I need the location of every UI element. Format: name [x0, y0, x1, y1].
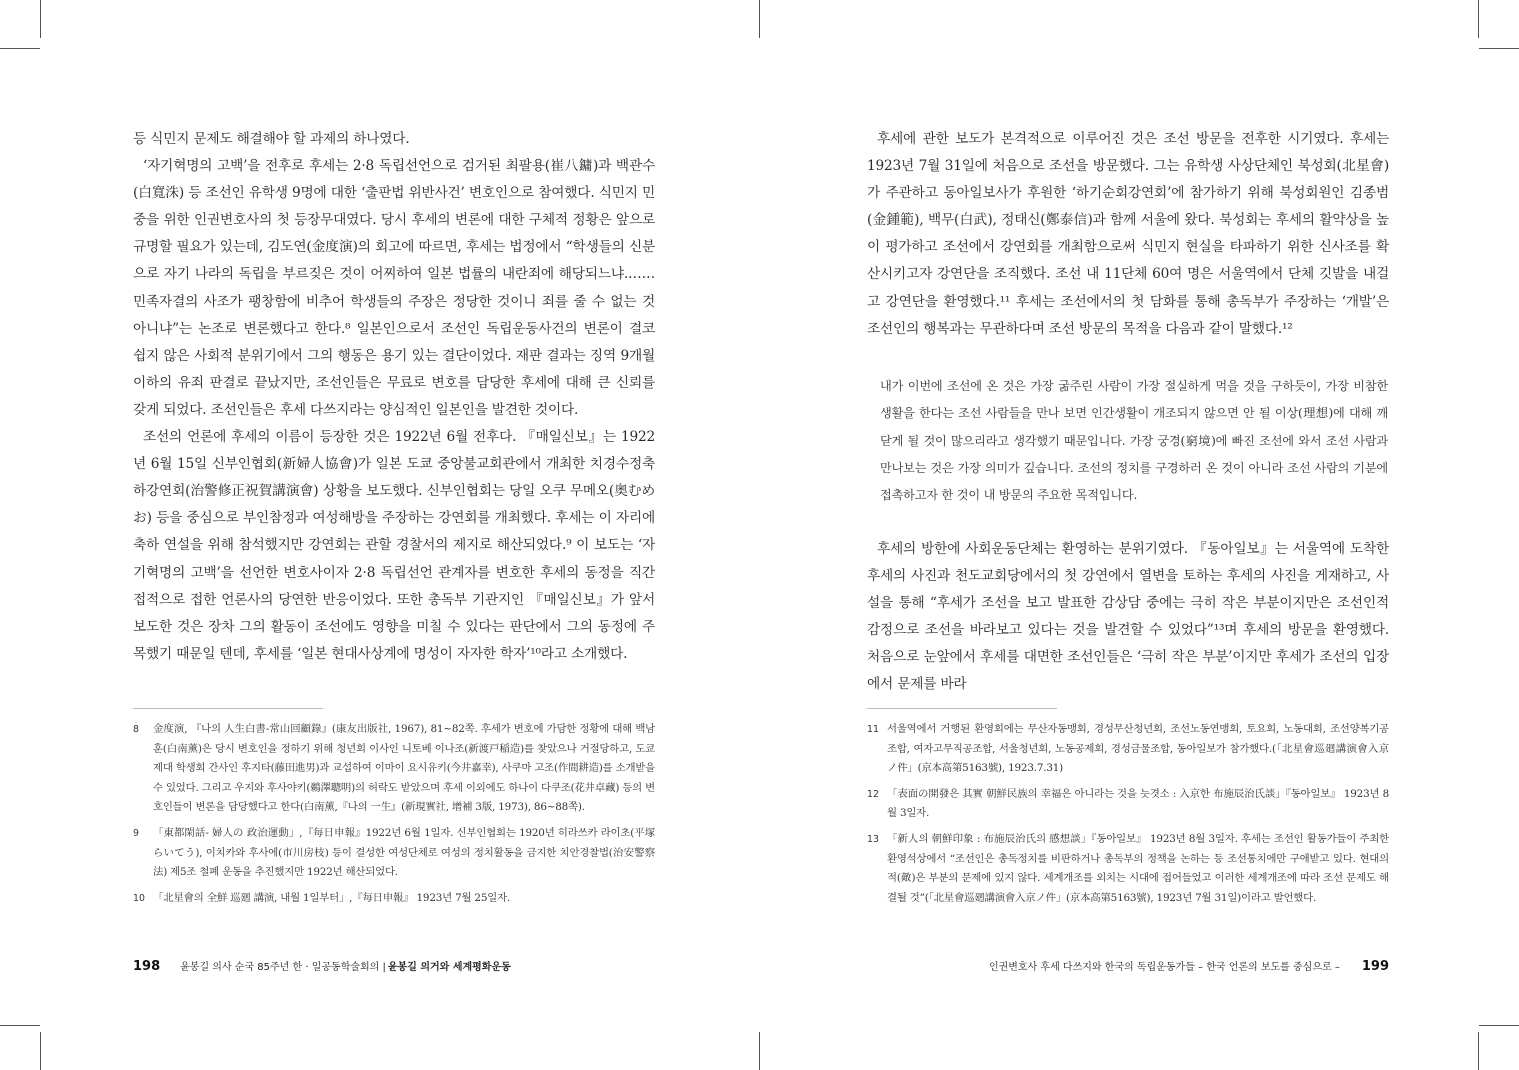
- footnote-text: 「新人의 朝鮮印象 : 布施辰治氏의 感想談」『동아일보』 1923년 8월 3일자. 후세는 조선인 활동가들이 주최한 환영석상에서 “조선인은 총독정치를 비판하거나 총독부의 정책을 논하는 등 조선통치에만 구애받고 있다. 현대의 적(敵)은 부분의 문제에 있지 않다. 세계개조를 외치는 시대에 접어들었고 이러한 세계개조에 따라 조선 문제도 해결될 것”(「北星會巡廻講演會入京ノ件」(京本高第5163號), 1923년 7월 31일)이라고 발언했다.: [887, 832, 1389, 904]
- right-page: [760, 0, 1519, 1070]
- footnote: [867, 830, 1389, 908]
- footnote: [133, 720, 655, 818]
- footnotes: [133, 720, 655, 914]
- page-number: 199: [1361, 959, 1389, 974]
- footnote-number: 13: [867, 833, 879, 845]
- body-paragraph: 등 식민지 문제도 해결해야 할 과제의 하나였다.: [133, 131, 410, 147]
- left-body-text: [133, 126, 655, 668]
- left-page: [0, 0, 759, 1070]
- right-body-text: [867, 126, 1389, 343]
- footnote-text: 金度演, 『나의 人生白書-常山回顧錄』(康友出版社, 1967), 81~82쪽. 후세가 변호에 가담한 정황에 대해 백남훈(白南薰)은 당시 변호인을 정하기 위해 청년회 이사인 니토베 이나조(新渡戸稲造)를 찾았으나 거절당하고, 도쿄제대 학생회 간사인 후지타(藤田進男)과 교섭하여 이마이 요시유키(今井嘉幸), 사쿠마 고조(作間耕造)를 소개받을 수 있었다. 그리고 우지와 후사야키(鵜澤聰明)의 허락도 받았으며 후세 이외에도 하나이 다쿠조(花井卓藏) 등의 변호인들이 변론을 담당했다고 한다(白南薰,『나의 一生』(新現實社, 增補 3版, 1973), 86~88쪽).: [153, 723, 655, 814]
- block-quote: [880, 373, 1388, 509]
- footnotes: [867, 720, 1389, 914]
- footnote-divider: [867, 708, 1057, 709]
- body-paragraph: 후세에 관한 보도가 본격적으로 이루어진 것은 조선 방문을 전후한 시기였다. 후세는 1923년 7월 31일에 처음으로 조선을 방문했다. 그는 유학생 사상단체인 북성회(北星會)가 주관하고 동아일보사가 후원한 ‘하기순회강연회’에 참가하기 위해 북성회원인 김종범(金鍾範), 백무(白武), 정태신(鄭泰信)과 함께 서울에 왔다. 북성회는 후세의 활약상을 높이 평가하고 조선에서 강연회를 개최함으로써 식민지 현실을 타파하기 위한 신사조를 확산시키고자 강연단을 조직했다. 조선 내 11단체 60여 명은 서울역에서 단체 깃발을 내걸고 강연단을 환영했다.¹¹ 후세는 조선에서의 첫 담화를 통해 총독부가 주장하는 ‘개발’은 조선인의 행복과는 무관하다며 조선 방문의 목적을 다음과 같이 말했다.¹²: [867, 131, 1389, 337]
- footnote: [133, 824, 655, 883]
- book-title: 윤봉길 의거와 세계평화운동: [387, 962, 511, 973]
- footnote-number: 9: [133, 827, 139, 839]
- page-footer: [133, 958, 511, 974]
- body-paragraph: ‘자기혁명의 고백’을 전후로 후세는 2·8 독립선언으로 검거된 최팔용(崔八鏞)과 백관수(白寬洙) 등 조선인 유학생 9명에 대한 ‘출판법 위반사건’ 변호인으로 참여했다. 식민지 민중을 위한 인권변호사의 첫 등장무대였다. 당시 후세의 변론에 대한 구체적 정황은 앞으로 규명할 필요가 있는데, 김도연(金度演)의 회고에 따르면, 후세는 법정에서 “학생들의 신분으로 자기 나라의 독립을 부르짖은 것이 어찌하여 일본 법률의 내란죄에 해당되느냐.……민족자결의 사조가 팽창함에 비추어 학생들의 주장은 정당한 것이니 죄를 줄 수 없는 것 아니냐”는 논조로 변론했다고 한다.⁸ 일본인으로서 조선인 독립운동사건의 변론이 결코 쉽지 않은 사회적 분위기에서 그의 행동은 용기 있는 결단이었다. 재판 결과는 징역 9개월 이하의 유죄 판결로 끝났지만, 조선인들은 무료로 변호를 담당한 후세에 대해 큰 신뢰를 갖게 되었다. 조선인들은 후세 다쓰지라는 양심적인 일본인을 발견한 것이다.: [133, 158, 655, 418]
- running-title: 인권변호사 후세 다쓰지와 한국의 독립운동가들 – 한국 언론의 보도를 중심으로 –: [988, 962, 1340, 973]
- footnote-text: 「東都閑話- 婦人の 政治運動」,『每日申報』1922년 6월 1일자. 신부인협회는 1920년 히라쓰카 라이초(平塚らいてう), 이치카와 후사에(市川房枝) 등이 결성한 여성단체로 여성의 정치활동을 금지한 치안경찰법(治安警察法) 제5조 철폐 운동을 추진했지만 1922년 해산되었다.: [153, 826, 655, 879]
- footnote-number: 8: [133, 724, 139, 735]
- footnote-divider: [133, 708, 323, 709]
- page-number: 198: [133, 959, 161, 974]
- footnote: [133, 889, 655, 909]
- series-title: 윤봉길 의사 순국 85주년 한 · 일공동학술회의 |: [180, 962, 386, 973]
- footnote: [867, 785, 1389, 824]
- footnote-number: 11: [867, 724, 879, 735]
- footnote-text: 서울역에서 거행된 환영회에는 무산자동맹회, 경성무산청년회, 조선노동연맹회, 토요회, 노동대회, 조선양복기공조합, 여자고무직공조합, 서울청년회, 노동공제회, 경성금물조합, 동아일보가 참가했다.(「北星會巡廻講演會入京ノ件」(京本高第5163號), 1923.7.31): [887, 723, 1389, 775]
- footnote: [867, 720, 1389, 779]
- body-paragraph: 조선의 언론에 후세의 이름이 등장한 것은 1922년 6월 전후다. 『매일신보』는 1922년 6월 15일 신부인협회(新婦人協會)가 일본 도쿄 중앙불교회관에서 개최한 치경수정축하강연회(治警修正祝賀講演會) 상황을 보도했다. 신부인협회는 당일 오쿠 무메오(奥むめお) 등을 중심으로 부인참정과 여성해방을 주장하는 강연회를 개최했다. 후세는 이 자리에 축하 연설을 위해 참석했지만 강연회는 관할 경찰서의 제지로 해산되었다.⁹ 이 보도는 ‘자기혁명의 고백’을 선언한 변호사이자 2·8 독립선언 관계자를 변호한 후세의 동정을 직간접적으로 접한 언론사의 당연한 반응이었다. 또한 총독부 기관지인 『매일신보』가 앞서 보도한 것은 장차 그의 활동이 조선에도 영향을 미칠 수 있다는 판단에서 그의 동정에 주목했기 때문일 텐데, 후세를 ‘일본 현대사상계에 명성이 자자한 학자’¹⁰라고 소개했다.: [133, 429, 655, 662]
- page-footer: [989, 958, 1389, 974]
- quote-text: 내가 이번에 조선에 온 것은 가장 굶주린 사람이 가장 절실하게 먹을 것을 구하듯이, 가장 비참한 생활을 한다는 조선 사람들을 만나 보면 인간생활이 개조되지 않으면 안 될 이상(理想)에 대해 깨닫게 될 것이 많으리라고 생각했기 때문입니다. 가장 궁경(窮境)에 빠진 조선에 와서 조선 사람과 만나보는 것은 가장 의미가 깊습니다. 조선의 정치를 구경하러 온 것이 아니라 조선 사람의 기분에 접촉하고자 한 것이 내 방문의 주요한 목적입니다.: [880, 379, 1388, 503]
- footnote-text: 「北星會의 全鮮 巡廻 講演, 내월 1일부터」,『每日申報』 1923년 7월 25일자.: [153, 891, 511, 904]
- right-body-text-continued: [867, 536, 1389, 699]
- footnote-text: 「表面の開發은 其實 朝鮮民族의 幸福은 아니라는 것을 늣겻소 : 入京한 布施辰治氏談」『동아일보』 1923년 8월 3일자.: [887, 787, 1389, 820]
- footnote-number: 12: [867, 788, 879, 800]
- body-paragraph: 후세의 방한에 사회운동단체는 환영하는 분위기였다. 『동아일보』는 서울역에 도착한 후세의 사진과 천도교회당에서의 첫 강연에서 열변을 토하는 후세의 사진을 게재하고, 사설을 통해 “후세가 조선을 보고 발표한 감상담 중에는 극히 작은 부분이지만은 조선인적 감정으로 조선을 바라보고 있다는 것을 발견할 수 있었다”¹³며 후세의 방문을 환영했다. 처음으로 눈앞에서 후세를 대면한 조선인들은 ‘극히 작은 부분’이지만 후세가 조선의 입장에서 문제를 바라: [867, 541, 1389, 693]
- footnote-number: 10: [133, 892, 145, 904]
